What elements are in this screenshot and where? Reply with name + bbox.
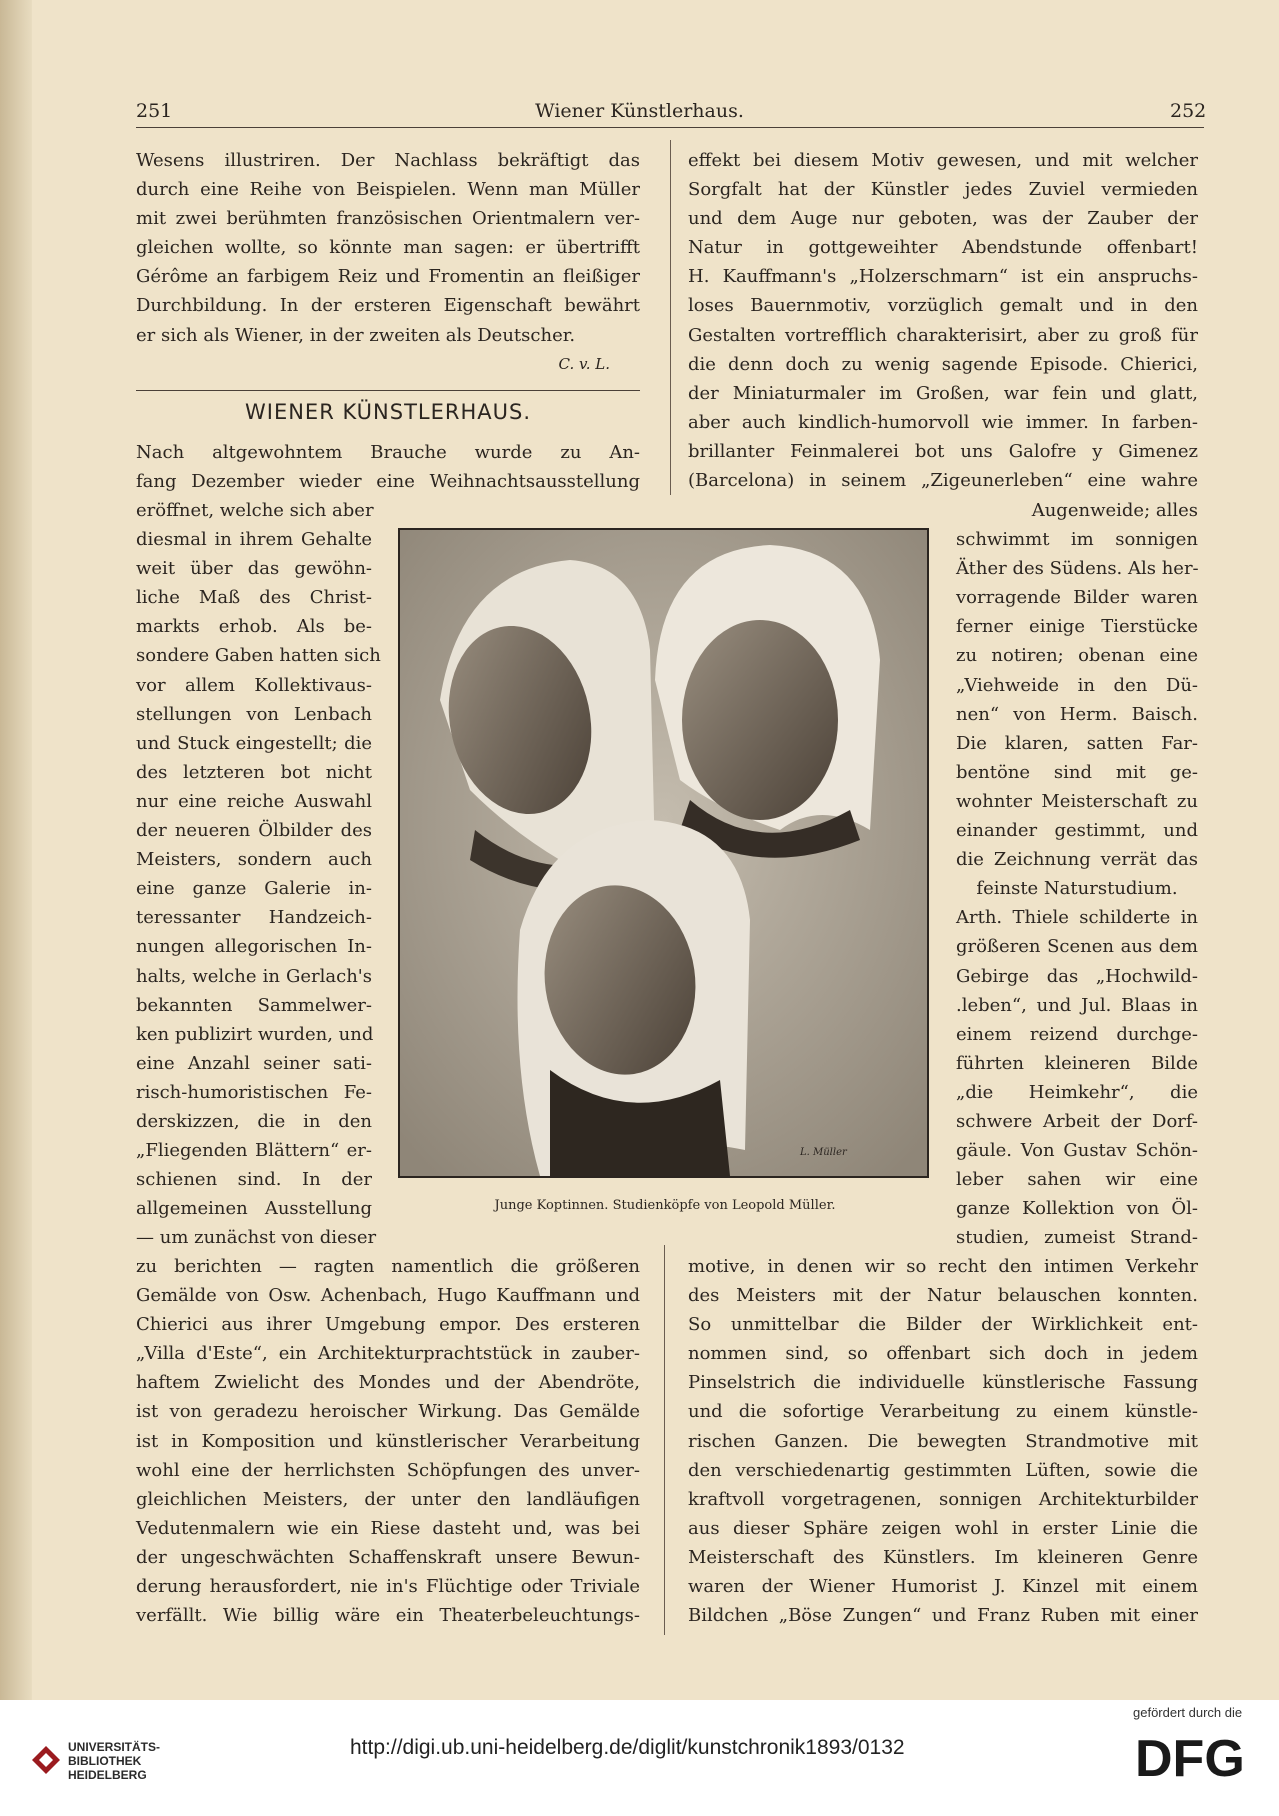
figure-caption: Junge Koptinnen. Studienköpfe von Leopold Müller. — [494, 1198, 836, 1213]
text-line: die Zeichnung verrät das — [956, 849, 1198, 871]
text-line: gleichlichen Meisters, der unter den landläufigen — [136, 1488, 640, 1510]
text-line: markts erhob. Als be- — [136, 616, 372, 638]
left-column-bottom — [136, 1252, 640, 1630]
text-line: leber sahen wir eine — [956, 1169, 1198, 1191]
text-line: gleichen wollte, so könnte man sagen: er übertrifft — [136, 237, 640, 259]
text-line: haftem Zwielicht des Mondes und der Abendröte, — [136, 1372, 640, 1394]
text-line: Gebirge das „Hochwild- — [956, 965, 1198, 987]
text-line: Chierici aus ihrer Umgebung empor. Des ersteren — [136, 1314, 640, 1336]
funding-note: gefördert durch die — [1133, 1705, 1243, 1720]
running-header-title: Wiener Künstlerhaus. — [535, 100, 744, 122]
text-line: Sorgfalt hat der Künstler jedes Zuviel vermieden — [688, 179, 1198, 201]
text-line: fang Dezember wieder eine Weihnachtsausstellung — [136, 471, 640, 493]
text-line: ganze Kollektion von Öl- — [956, 1198, 1198, 1220]
text-line: vorragende Bilder waren — [956, 587, 1198, 609]
text-line: mit zwei berühmten französischen Orientmalern ver- — [136, 208, 640, 230]
text-line: der ungeschwächten Schaffenskraft unsere Bewun- — [136, 1546, 640, 1568]
text-line: Arth. Thiele schilderte in — [956, 907, 1198, 929]
right-column-top — [688, 146, 1198, 495]
text-line: studien, zumeist Strand- — [956, 1227, 1198, 1249]
text-line: bentöne sind mit ge- — [956, 761, 1198, 783]
text-line: Äther des Südens. Als her- — [956, 558, 1199, 580]
text-line: So unmittelbar die Bilder der Wirklichkeit ent- — [688, 1314, 1198, 1336]
text-line: Augenweide; alles — [1031, 500, 1198, 521]
portrait-head-right — [655, 545, 880, 858]
text-line: .leben“, und Jul. Blaas in — [956, 994, 1198, 1016]
text-line: derung herausfordert, nie in's Flüchtige oder Triviale — [136, 1576, 640, 1598]
left-column-intro — [136, 438, 640, 496]
text-line: loses Bauernmotiv, vorzüglich gemalt und in den — [688, 295, 1198, 317]
page-number-left: 251 — [136, 100, 173, 122]
text-line: einander gestimmt, und — [956, 820, 1198, 842]
figure-koptinnen — [398, 528, 929, 1178]
library-name — [68, 1740, 160, 1782]
section-title: WIENER KÜNSTLERHAUS. — [244, 400, 531, 424]
text-line: — um zunächst von dieser — [136, 1227, 377, 1249]
column-divider-top — [670, 140, 671, 495]
text-line: halts, welche in Gerlach's — [136, 965, 372, 987]
text-line: zu notiren; obenan eine — [956, 645, 1198, 667]
text-line: Nach altgewohntem Brauche wurde zu An- — [136, 442, 640, 463]
text-line: eröffnet, welche sich aber — [136, 500, 374, 521]
text-line: wohl eine der herrlichsten Schöpfungen des unver- — [136, 1459, 640, 1481]
text-line: Meisters, sondern auch — [136, 849, 372, 871]
text-line: ist von geradezu heroischer Wirkung. Das Gemälde — [136, 1401, 640, 1423]
text-line: die denn doch zu wenig sagende Episode. Chierici, — [688, 353, 1198, 375]
dfg-logo-text: DFG — [1135, 1730, 1245, 1784]
text-line: Wesens illustriren. Der Nachlass bekräftigt das — [136, 150, 640, 171]
text-line: aus dieser Sphäre zeigen wohl in erster Linie die — [688, 1517, 1198, 1539]
digitization-footer — [0, 1700, 1279, 1816]
page-binding-edge — [0, 0, 32, 1700]
text-line: er sich als Wiener, in der zweiten als Deutscher. — [136, 324, 576, 346]
text-line: (Barcelona) in seinem „Zigeunerleben“ eine wahre — [688, 470, 1198, 492]
library-line-3: HEIDELBERG — [68, 1768, 147, 1782]
text-line: wohnter Meisterschaft zu — [956, 790, 1198, 812]
text-line: ist in Komposition und künstlerischer Verarbeitung — [136, 1430, 640, 1452]
text-line: Natur in gottgeweihter Abendstunde offenbart! — [688, 237, 1198, 259]
text-line: des Meisters mit der Natur belauschen konnten. — [688, 1285, 1198, 1307]
text-line: brillanter Feinmalerei bot uns Galofre y Gimenez — [688, 440, 1198, 462]
text-line: effekt bei diesem Motiv gewesen, und mit welcher — [688, 150, 1198, 171]
text-line: schienen sind. In der — [136, 1169, 372, 1191]
dfg-logo-icon — [1135, 1728, 1263, 1784]
figure-artist-signature: L. Müller — [800, 1147, 847, 1158]
text-line: und dem Auge nur geboten, was der Zauber der — [688, 208, 1198, 230]
text-line: zu berichten — ragten namentlich die größeren — [136, 1256, 640, 1277]
text-line: teressanter Handzeich- — [136, 907, 372, 929]
text-line: verfällt. Wie billig wäre ein Theaterbeleuchtungs- — [136, 1605, 640, 1627]
text-line: nur eine reiche Auswahl — [136, 790, 372, 812]
library-line-2: BIBLIOTHEK — [68, 1754, 142, 1768]
header-rule — [136, 127, 1204, 128]
section-rule — [136, 390, 640, 391]
text-line: einem reizend durchge- — [956, 1023, 1198, 1045]
text-line: ken publizirt wurden, und — [136, 1023, 374, 1045]
text-line: „die Heimkehr“, die — [956, 1081, 1198, 1103]
text-line: Bildchen „Böse Zungen“ und Franz Ruben mit einer — [688, 1605, 1198, 1627]
page-number-right: 252 — [1170, 100, 1207, 122]
text-line: eine ganze Galerie in- — [136, 878, 372, 900]
text-line: feinste Naturstudium. — [976, 878, 1178, 900]
text-line: „Villa d'Este“, ein Architekturprachtstück in zauber- — [136, 1343, 640, 1365]
text-line: vor allem Kollektivaus- — [136, 674, 372, 696]
text-line: stellungen von Lenbach — [136, 703, 372, 725]
library-line-1: UNIVERSITÄTS- — [68, 1740, 161, 1754]
text-line: schwimmt im sonnigen — [956, 529, 1198, 551]
text-line: nen“ von Herm. Baisch. — [956, 703, 1198, 725]
text-line: „Viehweide in den Dü- — [956, 674, 1198, 696]
text-line: gäule. Von Gustav Schön- — [956, 1140, 1198, 1162]
text-line: führten kleineren Bilde — [956, 1052, 1198, 1074]
right-narrow-column — [956, 496, 1198, 1252]
text-line: und Stuck eingestellt; die — [136, 732, 372, 754]
text-line: ferner einige Tierstücke — [956, 616, 1198, 638]
text-line: „Fliegenden Blättern“ er- — [136, 1140, 372, 1162]
text-line: Die klaren, satten Far- — [956, 732, 1198, 754]
text-line: kraftvoll vorgetragenen, sonnigen Architekturbilder — [688, 1488, 1198, 1510]
text-line: und die sofortige Verarbeitung zu einem künstle- — [688, 1401, 1198, 1423]
text-line: Gestalten vortrefflich charakterisirt, aber zu groß für — [688, 324, 1198, 346]
text-line: Gérôme an farbigem Reiz und Fromentin an fleißiger — [136, 266, 640, 288]
text-line: waren der Wiener Humorist J. Kinzel mit einem — [688, 1576, 1198, 1598]
text-line: liche Maß des Christ- — [136, 587, 372, 609]
figure-image — [400, 530, 927, 1176]
university-library-logo-icon — [30, 1744, 62, 1776]
text-line: H. Kauffmann's „Holzerschmarn“ ist ein anspruchs- — [688, 266, 1198, 288]
author-signature: C. v. L. — [558, 354, 610, 373]
text-line: derskizzen, die in den — [136, 1110, 372, 1132]
text-line: Gemälde von Osw. Achenbach, Hugo Kauffmann und — [136, 1285, 640, 1307]
text-line: motive, in denen wir so recht den intimen Verkehr — [688, 1256, 1198, 1277]
source-url-link[interactable]: http://digi.ub.uni-heidelberg.de/diglit/kunstchronik1893/0132 — [350, 1736, 905, 1759]
text-line: eine Anzahl seiner sati- — [136, 1052, 372, 1074]
text-line: nungen allegorischen In- — [136, 936, 372, 958]
text-line: Durchbildung. In der ersteren Eigenschaft bewährt — [136, 295, 640, 317]
text-line: aber auch kindlich-humorvoll wie immer. In farben- — [688, 411, 1198, 433]
left-column-top — [136, 146, 640, 379]
left-narrow-column — [136, 496, 381, 1252]
text-line: risch-humoristischen Fe- — [136, 1081, 372, 1103]
text-line: allgemeinen Ausstellung — [136, 1198, 372, 1220]
text-line: der Miniaturmaler im Großen, war fein und glatt, — [688, 382, 1198, 404]
text-line: durch eine Reihe von Beispielen. Wenn man Müller — [136, 179, 640, 201]
text-line: diesmal in ihrem Gehalte — [136, 529, 372, 551]
text-line: den verschiedenartig gestimmten Lüften, sowie die — [688, 1459, 1198, 1481]
text-line: weit über das gewöhn- — [136, 558, 372, 580]
text-line: des letzteren bot nicht — [136, 761, 372, 783]
text-line: der neueren Ölbilder des — [136, 820, 372, 842]
text-line: schwere Arbeit der Dorf- — [956, 1110, 1198, 1132]
right-column-bottom — [688, 1252, 1198, 1630]
text-line: Meisterschaft des Künstlers. Im kleineren Genre — [688, 1546, 1198, 1568]
portrait-head-bottom — [518, 820, 751, 1176]
text-line: sondere Gaben hatten sich — [136, 645, 381, 667]
text-line: Pinselstrich die individuelle künstlerische Fassung — [688, 1372, 1198, 1394]
text-line: größeren Scenen aus dem — [956, 936, 1198, 958]
column-divider-bottom — [664, 1245, 665, 1635]
text-line: bekannten Sammelwer- — [136, 994, 372, 1016]
text-line: Vedutenmalern wie ein Riese dasteht und, was bei — [136, 1517, 640, 1539]
text-line: rischen Ganzen. Die bewegten Strandmotive mit — [688, 1430, 1198, 1452]
text-line: nommen sind, so offenbart sich doch in jedem — [688, 1343, 1198, 1365]
